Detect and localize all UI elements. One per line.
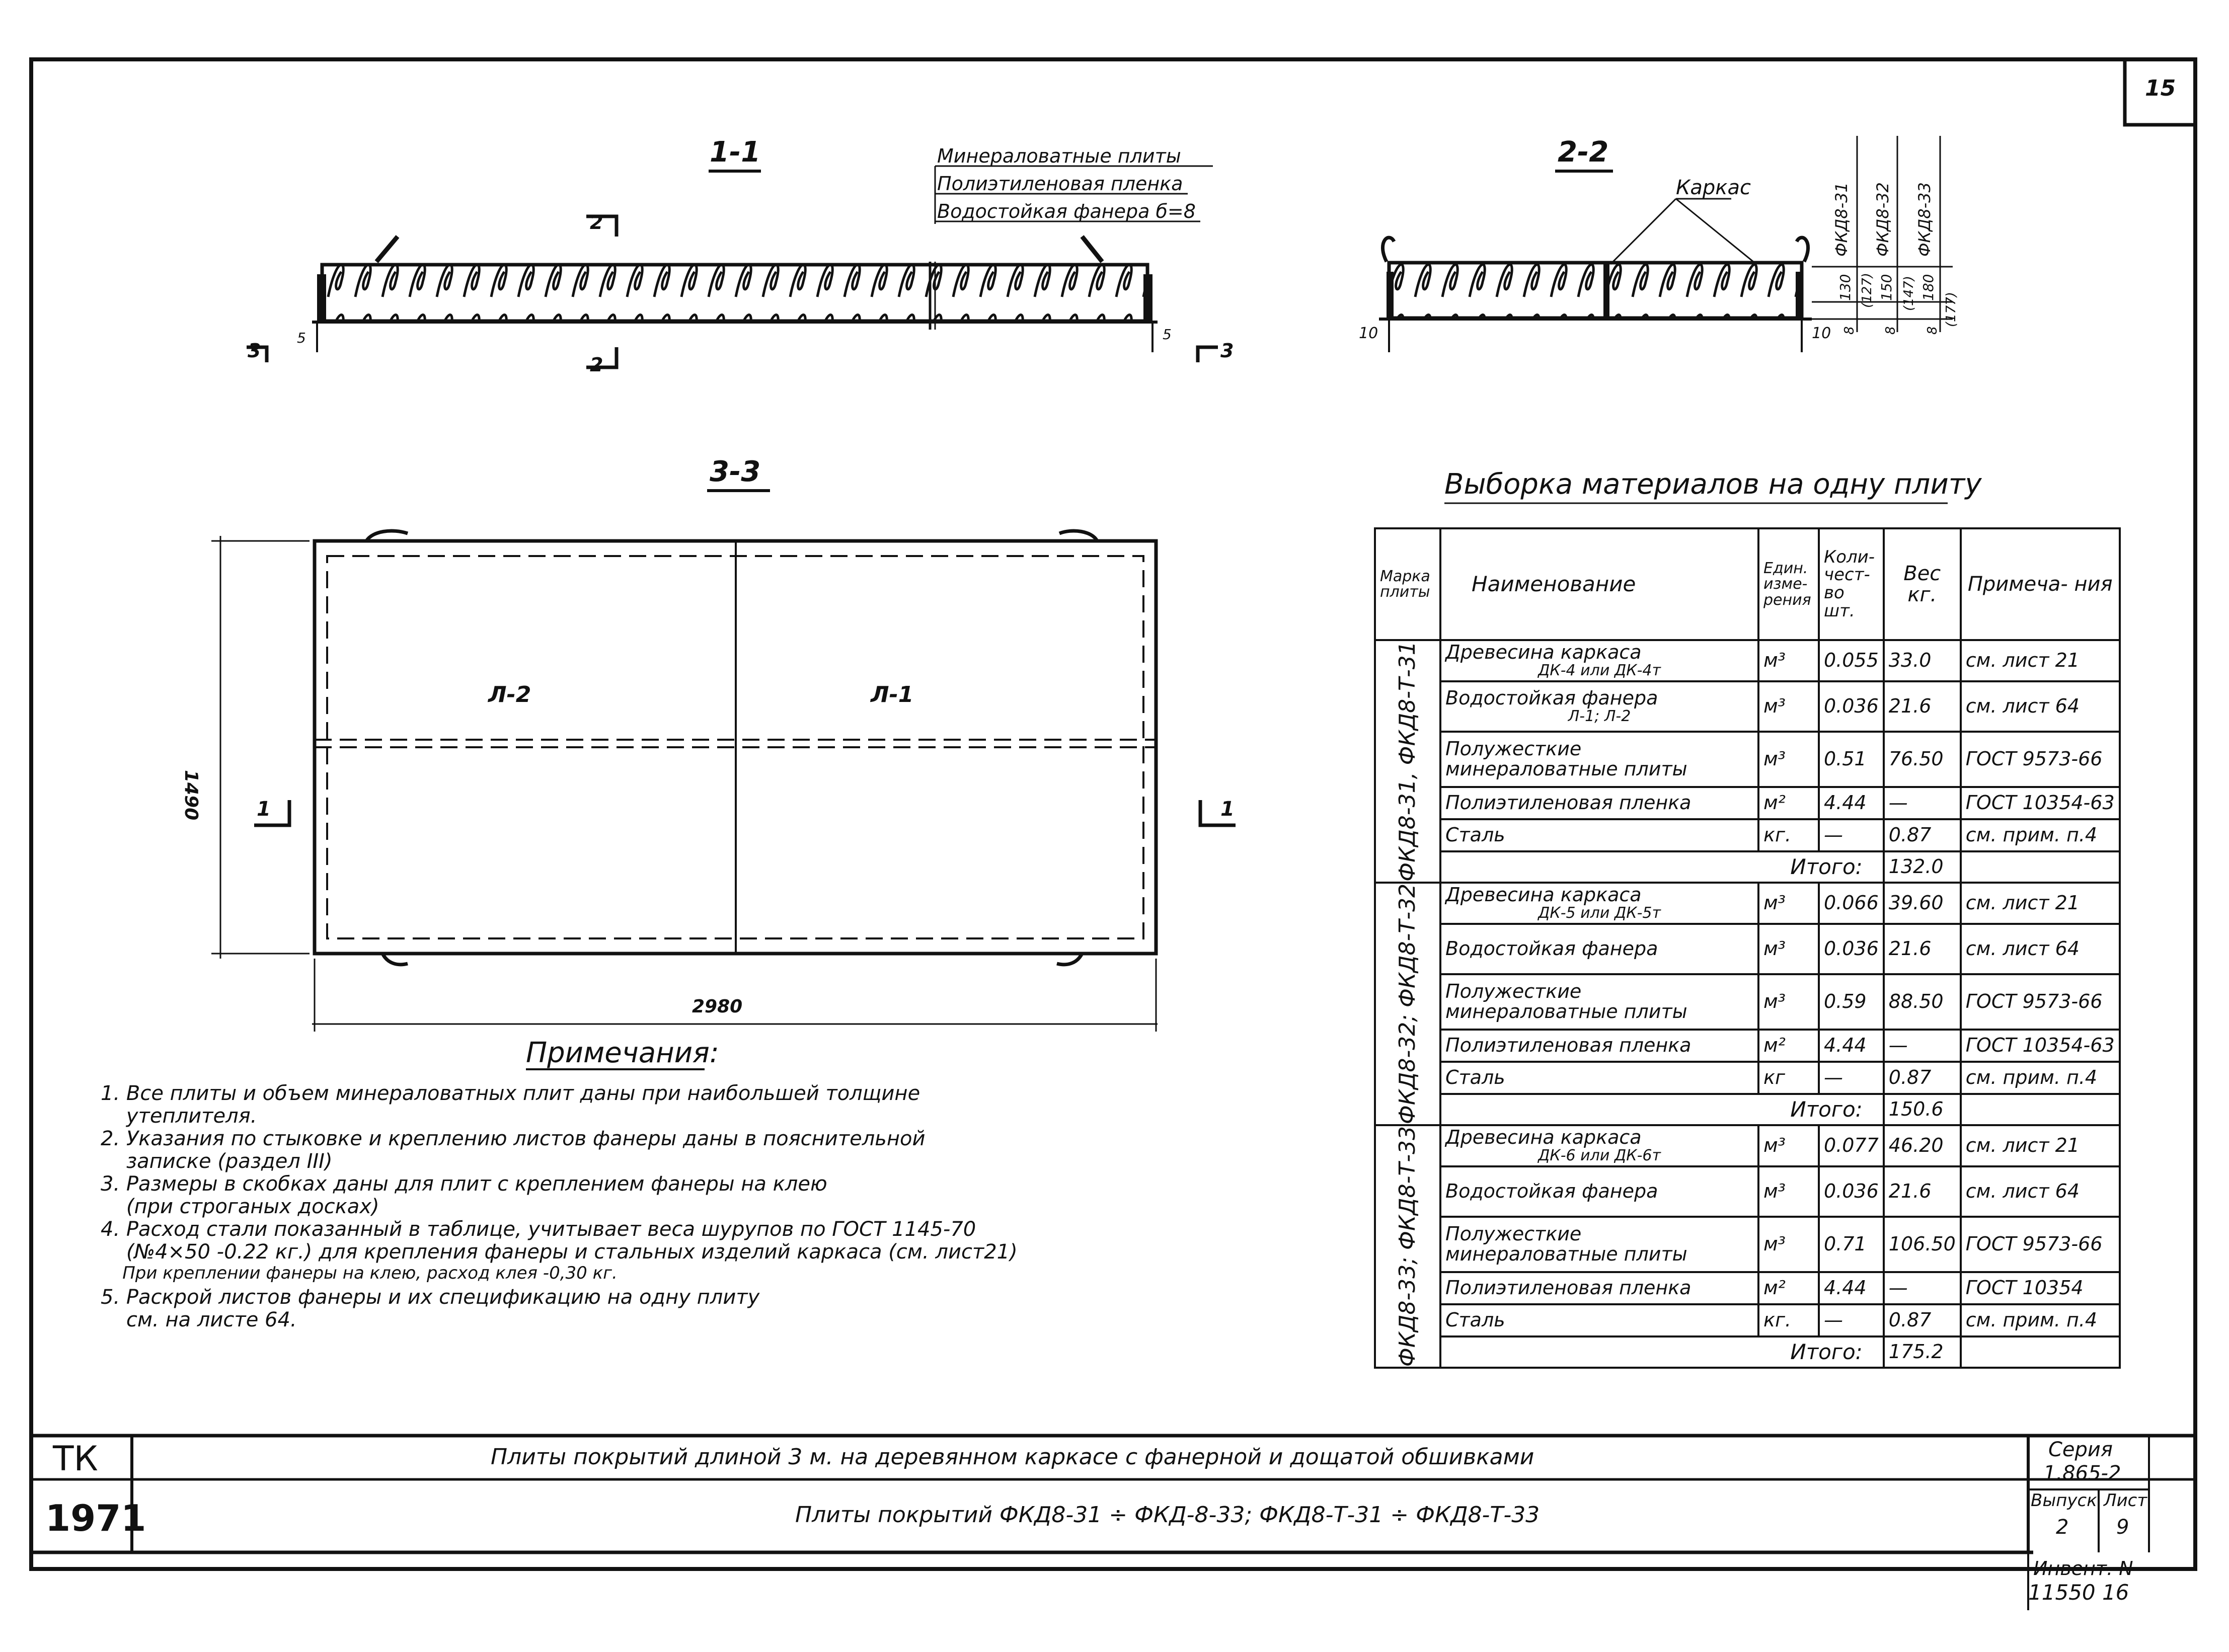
note-line: 2. Указания по стыковке и креплению листов фанеры даны в пояснительной xyxy=(101,1127,926,1150)
mark-fkd8-31: ФКД8-31 xyxy=(1832,182,1851,257)
stamp-inv-value: 11550 16 xyxy=(2028,1580,2129,1605)
row-qty: 0.066 xyxy=(1819,883,1884,924)
row-qty: 0.59 xyxy=(1819,974,1884,1030)
table-row xyxy=(1375,883,2120,924)
row-weight: 0.87 xyxy=(1884,1062,1961,1094)
stamp-vypusk-value: 2 xyxy=(2056,1516,2069,1539)
row-note: ГОСТ 10354-63 xyxy=(1961,1030,2120,1062)
section-title-2-2: 2-2 xyxy=(1558,136,1609,169)
th-name: Наименование xyxy=(1440,528,1758,640)
row-qty: 0.036 xyxy=(1819,1166,1884,1217)
row-note: см. лист 64 xyxy=(1961,1166,2120,1217)
row-weight: 0.87 xyxy=(1884,819,1961,851)
dim-31-sheet: 8 xyxy=(1842,326,1857,335)
stamp-vypusk-label: Выпуск xyxy=(2031,1490,2097,1511)
stamp-list-label: Лист xyxy=(2104,1490,2147,1511)
note-line: 1. Все плиты и объем минераловатных плит даны при наибольшей толщине xyxy=(101,1082,920,1105)
stamp-series-value: 1.865-2 xyxy=(2043,1462,2121,1485)
panel-label-l2: Л-2 xyxy=(488,682,531,707)
table-row xyxy=(1375,819,2120,851)
dim-32-glued: (147) xyxy=(1901,276,1916,311)
row-name: Полиэтиленовая пленка xyxy=(1440,787,1758,819)
table-header-row xyxy=(1375,528,2120,640)
row-weight: 21.6 xyxy=(1884,924,1961,974)
row-qty: 0.077 xyxy=(1819,1125,1884,1166)
group-mark-31: ФКД8-31, ФКД8-Т-31 xyxy=(1394,641,1420,882)
row-qty: 4.44 xyxy=(1819,787,1884,819)
note-line: утеплителя. xyxy=(101,1105,257,1128)
row-note: ГОСТ 9573-66 xyxy=(1961,732,2120,787)
stamp-title-main: Плиты покрытий длиной 3 м. на деревянном каркасе с фанерной и дощатой обшивками xyxy=(491,1444,1534,1470)
dim-5-right: 5 xyxy=(1163,326,1172,343)
row-note: см. прим. п.4 xyxy=(1961,819,2120,851)
stamp-series-label: Серия xyxy=(2048,1438,2113,1461)
row-note: см. лист 21 xyxy=(1961,1125,2120,1166)
dim-32-sheet: 8 xyxy=(1883,326,1898,335)
row-weight: 39.60 xyxy=(1884,883,1961,924)
group-mark-cell xyxy=(1375,1125,1440,1368)
table-row xyxy=(1375,1217,2120,1272)
row-weight: 0.87 xyxy=(1884,1304,1961,1336)
table-row xyxy=(1375,924,2120,974)
row-qty: 0.055 xyxy=(1819,640,1884,681)
row-note: см. лист 64 xyxy=(1961,924,2120,974)
row-weight: 33.0 xyxy=(1884,640,1961,681)
group-mark-33: ФКД8-33; ФКД8-Т-33 xyxy=(1394,1126,1420,1367)
table-total-row xyxy=(1375,1094,2120,1125)
row-sub: ДК-5 или ДК-5т xyxy=(1538,904,1661,922)
group-mark-32: ФКД8-32; ФКД8-Т-32 xyxy=(1394,883,1420,1125)
table-total-row xyxy=(1375,851,2120,883)
row-unit: м² xyxy=(1758,787,1819,819)
note-line: 5. Раскрой листов фанеры и их спецификацию на одну плиту xyxy=(101,1286,760,1309)
dim-5-left: 5 xyxy=(297,330,306,346)
note-line: см. на листе 64. xyxy=(101,1308,297,1331)
table-row xyxy=(1375,1030,2120,1062)
row-unit: м³ xyxy=(1758,1217,1819,1272)
table-row xyxy=(1375,787,2120,819)
row-weight: 46.20 xyxy=(1884,1125,1961,1166)
row-name: Древесина каркаса xyxy=(1445,641,1642,664)
empty-cell xyxy=(1961,851,2120,883)
row-note: ГОСТ 10354-63 xyxy=(1961,787,2120,819)
label-karkas: Каркас xyxy=(1676,176,1751,199)
dim-31-height: 130 xyxy=(1837,274,1854,301)
section-1-1-drawing xyxy=(247,166,1218,367)
dim-33-glued: (177) xyxy=(1944,292,1959,327)
row-qty: 0.71 xyxy=(1819,1217,1884,1272)
row-weight: — xyxy=(1884,1030,1961,1062)
dim-33-sheet: 8 xyxy=(1925,326,1940,335)
row-unit: м³ xyxy=(1758,640,1819,681)
section-title-1-1: 1-1 xyxy=(710,136,761,169)
total-value: 175.2 xyxy=(1884,1336,1961,1368)
empty-cell xyxy=(1961,1336,2120,1368)
row-note: см. лист 21 xyxy=(1961,640,2120,681)
dim-height-1490: 1490 xyxy=(181,770,201,821)
row-unit: м³ xyxy=(1758,681,1819,732)
row-name: Сталь xyxy=(1440,1062,1758,1094)
note-line: (№4×50 -0.22 кг.) для крепления фанеры и стальных изделий каркаса (см. лист21) xyxy=(101,1240,1018,1264)
label-mineral-wool: Минераловатные плиты xyxy=(937,145,1181,167)
total-value: 132.0 xyxy=(1884,851,1961,883)
row-name: Древесина каркаса xyxy=(1445,884,1642,906)
table-row xyxy=(1375,974,2120,1030)
mark-fkd8-32: ФКД8-32 xyxy=(1873,182,1892,257)
row-weight: 88.50 xyxy=(1884,974,1961,1030)
dim-10-right: 10 xyxy=(1812,325,1831,342)
cut-mark-2-top: 2 xyxy=(590,211,603,233)
row-unit: м³ xyxy=(1758,883,1819,924)
th-mark: Марка плиты xyxy=(1375,528,1440,640)
row-sub: ДК-4 или ДК-4т xyxy=(1538,662,1661,680)
row-weight: 106.50 xyxy=(1884,1217,1961,1272)
label-plywood: Водостойкая фанера б=8 xyxy=(937,200,1196,222)
row-note: см. прим. п.4 xyxy=(1961,1062,2120,1094)
cut-mark-1-left: 1 xyxy=(257,798,271,821)
note-line: (при строганых досках) xyxy=(101,1195,379,1218)
cut-mark-3-left: 3 xyxy=(248,340,261,362)
row-sub: ДК-6 или ДК-6т xyxy=(1538,1147,1661,1165)
row-unit: м² xyxy=(1758,1272,1819,1304)
dim-32-height: 150 xyxy=(1878,274,1895,301)
dim-33-height: 180 xyxy=(1920,274,1937,301)
row-name: Полужесткие минераловатные плиты xyxy=(1440,732,1758,787)
row-weight: — xyxy=(1884,1272,1961,1304)
row-qty: 0.036 xyxy=(1819,924,1884,974)
row-unit: м² xyxy=(1758,1030,1819,1062)
row-unit: м³ xyxy=(1758,1166,1819,1217)
th-unit: Един. изме- рения xyxy=(1758,528,1819,640)
row-qty: — xyxy=(1819,1062,1884,1094)
row-unit: м³ xyxy=(1758,924,1819,974)
row-qty: — xyxy=(1819,1304,1884,1336)
row-name: Водостойкая фанера xyxy=(1440,924,1758,974)
table-row xyxy=(1375,1166,2120,1217)
stamp-inv-label: Инвент. N xyxy=(2033,1557,2133,1580)
note-line: 4. Расход стали показанный в таблице, учитывает веса шурупов по ГОСТ 1145-70 xyxy=(101,1218,976,1241)
row-name: Полиэтиленовая пленка xyxy=(1440,1030,1758,1062)
row-unit: м³ xyxy=(1758,732,1819,787)
note-line: записке (раздел III) xyxy=(101,1150,333,1173)
table-row xyxy=(1375,681,2120,732)
row-qty: 0.036 xyxy=(1819,681,1884,732)
row-unit: м³ xyxy=(1758,1125,1819,1166)
empty-cell xyxy=(1961,1094,2120,1125)
th-weight: Вес кг. xyxy=(1884,528,1961,640)
row-name: Сталь xyxy=(1440,1304,1758,1336)
row-name: Полужесткие минераловатные плиты xyxy=(1440,1217,1758,1272)
row-note: ГОСТ 9573-66 xyxy=(1961,974,2120,1030)
group-mark-cell xyxy=(1375,883,1440,1125)
row-qty: 4.44 xyxy=(1819,1272,1884,1304)
row-note: см. лист 64 xyxy=(1961,681,2120,732)
row-weight: 21.6 xyxy=(1884,681,1961,732)
note-line: При креплении фанеры на клею, расход клея -0,30 кг. xyxy=(101,1263,618,1283)
group-mark-cell xyxy=(1375,640,1440,883)
row-note: см. лист 21 xyxy=(1961,883,2120,924)
section-2-2-drawing xyxy=(1379,136,1953,352)
row-qty: — xyxy=(1819,819,1884,851)
row-name: Древесина каркаса xyxy=(1445,1126,1642,1149)
row-name: Полиэтиленовая пленка xyxy=(1440,1272,1758,1304)
row-name: Полужесткие минераловатные плиты xyxy=(1440,974,1758,1030)
row-name: Сталь xyxy=(1440,819,1758,851)
stamp-year: 1971 xyxy=(45,1497,146,1539)
dim-31-glued: (127) xyxy=(1860,273,1875,308)
row-weight: 76.50 xyxy=(1884,732,1961,787)
row-note: ГОСТ 10354 xyxy=(1961,1272,2120,1304)
materials-table xyxy=(1374,527,2121,1369)
table-row xyxy=(1375,1272,2120,1304)
total-value: 150.6 xyxy=(1884,1094,1961,1125)
row-name: Водостойкая фанера xyxy=(1445,687,1658,710)
sheet-number: 15 xyxy=(2145,75,2176,101)
label-polyethylene: Полиэтиленовая пленка xyxy=(937,173,1183,195)
row-unit: кг. xyxy=(1758,1304,1819,1336)
table-row xyxy=(1375,1304,2120,1336)
row-unit: м³ xyxy=(1758,974,1819,1030)
th-note: Примеча- ния xyxy=(1961,528,2120,640)
cut-mark-2-bottom: 2 xyxy=(590,354,603,376)
panel-label-l1: Л-1 xyxy=(871,682,914,707)
row-weight: 21.6 xyxy=(1884,1166,1961,1217)
row-unit: кг. xyxy=(1758,819,1819,851)
stamp-list-value: 9 xyxy=(2116,1516,2129,1539)
stamp-tk: ТК xyxy=(53,1439,98,1479)
row-qty: 4.44 xyxy=(1819,1030,1884,1062)
row-qty: 0.51 xyxy=(1819,732,1884,787)
table-title: Выборка материалов на одну плиту xyxy=(1444,468,1982,501)
dim-10-left: 10 xyxy=(1359,325,1378,342)
cut-mark-3-right: 3 xyxy=(1220,340,1234,362)
total-label: Итого: xyxy=(1440,1094,1884,1125)
section-title-3-3: 3-3 xyxy=(710,455,761,488)
row-name: Водостойкая фанера xyxy=(1440,1166,1758,1217)
total-label: Итого: xyxy=(1440,851,1884,883)
row-unit: кг xyxy=(1758,1062,1819,1094)
total-label: Итого: xyxy=(1440,1336,1884,1368)
note-line: 3. Размеры в скобках даны для плит с креплением фанеры на клею xyxy=(101,1172,827,1196)
cut-mark-1-right: 1 xyxy=(1220,798,1235,821)
table-row xyxy=(1375,1062,2120,1094)
dim-width-2980: 2980 xyxy=(692,996,743,1017)
row-sub: Л-1; Л-2 xyxy=(1568,707,1631,726)
stamp-title-sheet: Плиты покрытий ФКД8-31 ÷ ФКД-8-33; ФКД8-Т-31 ÷ ФКД8-Т-33 xyxy=(795,1502,1540,1528)
table-total-row xyxy=(1375,1336,2120,1368)
row-note: см. прим. п.4 xyxy=(1961,1304,2120,1336)
row-weight: — xyxy=(1884,787,1961,819)
table-row xyxy=(1375,640,2120,681)
notes-title: Примечания: xyxy=(526,1037,719,1069)
table-row xyxy=(1375,1125,2120,1166)
table-row xyxy=(1375,732,2120,787)
th-qty: Коли- чест- во шт. xyxy=(1819,528,1884,640)
row-note: ГОСТ 9573-66 xyxy=(1961,1217,2120,1272)
mark-fkd8-33: ФКД8-33 xyxy=(1915,182,1934,257)
